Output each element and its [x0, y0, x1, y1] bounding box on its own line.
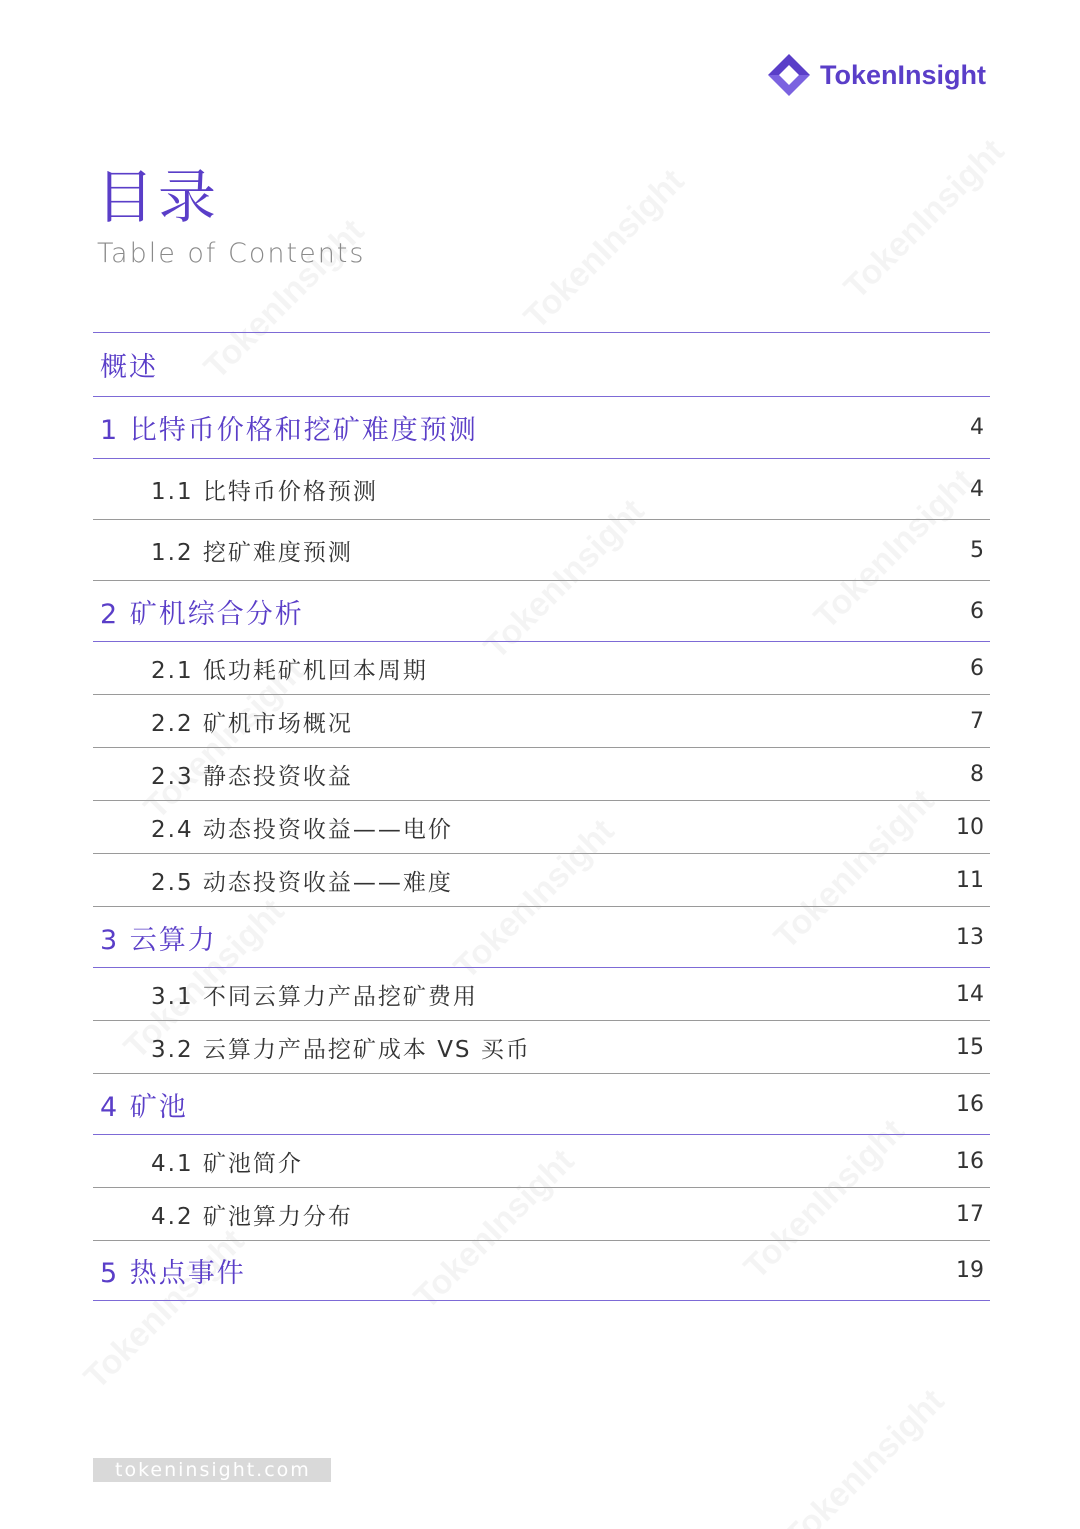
toc-entry-title: 3 云算力: [100, 924, 217, 956]
toc-chapter-row[interactable]: [93, 581, 990, 642]
toc-page-number: 16: [956, 1148, 984, 1174]
toc-section-row[interactable]: [93, 520, 990, 581]
brand-name: TokenInsight: [820, 59, 986, 90]
toc-page-number: 6: [970, 655, 984, 681]
toc-entry-title: 4.2 矿池算力分布: [151, 1203, 353, 1230]
table-of-contents: [93, 332, 990, 1301]
toc-entry-title: 概述: [100, 352, 158, 383]
toc-page-number: 11: [956, 867, 984, 893]
brand-logo[interactable]: [766, 52, 986, 98]
toc-entry-title: 2.1 低功耗矿机回本周期: [151, 657, 428, 684]
toc-entry-title: 1.1 比特币价格预测: [151, 478, 378, 505]
toc-chapter-row[interactable]: [93, 907, 990, 968]
toc-chapter-row[interactable]: [93, 397, 990, 459]
page-title: 目录: [96, 163, 221, 231]
toc-section-row[interactable]: [93, 459, 990, 520]
watermark: [517, 162, 692, 337]
toc-entry-title: 4.1 矿池简介: [151, 1150, 303, 1177]
toc-entry-title: 3.1 不同云算力产品挖矿费用: [151, 983, 478, 1010]
toc-section-row[interactable]: [93, 801, 990, 854]
toc-page-number: 6: [970, 598, 984, 624]
toc-page-number: 4: [970, 415, 984, 440]
toc-chapter-row[interactable]: [93, 1241, 990, 1301]
toc-page-number: 14: [956, 981, 984, 1007]
toc-page-number: 19: [956, 1258, 984, 1283]
toc-entry-title: 2.3 静态投资收益: [151, 763, 353, 790]
toc-entry-title: 2 矿机综合分析: [100, 598, 304, 630]
toc-section-row[interactable]: [93, 642, 990, 695]
toc-page-number: 15: [956, 1034, 984, 1060]
toc-page-number: 7: [970, 708, 984, 734]
toc-section-row[interactable]: [93, 695, 990, 748]
toc-entry-title: 1 比特币价格和挖矿难度预测: [100, 415, 478, 446]
toc-entry-title: 5 热点事件: [100, 1258, 246, 1289]
watermark: [777, 1382, 952, 1529]
toc-entry-title: 4 矿池: [100, 1091, 188, 1123]
toc-section-row[interactable]: [93, 748, 990, 801]
toc-chapter-row[interactable]: [93, 1074, 990, 1135]
toc-page-number: 17: [956, 1201, 984, 1227]
tokeninsight-logo-icon: [766, 52, 812, 98]
page-subtitle: Table of Contents: [97, 238, 366, 269]
toc-chapter-row[interactable]: [93, 333, 990, 397]
watermark: [837, 132, 1012, 307]
footer-url[interactable]: tokeninsight.com: [93, 1458, 331, 1482]
toc-entry-title: 3.2 云算力产品挖矿成本 VS 买币: [151, 1036, 531, 1063]
toc-page-number: 4: [970, 476, 984, 502]
toc-page-number: 5: [970, 537, 984, 563]
toc-section-row[interactable]: [93, 854, 990, 907]
toc-page-number: 16: [956, 1091, 984, 1117]
toc-page-number: 8: [970, 761, 984, 787]
toc-page-number: 10: [956, 814, 984, 840]
toc-entry-title: 1.2 挖矿难度预测: [151, 539, 353, 566]
toc-section-row[interactable]: [93, 1021, 990, 1074]
toc-entry-title: 2.2 矿机市场概况: [151, 710, 353, 737]
toc-section-row[interactable]: [93, 1188, 990, 1241]
toc-entry-title: 2.4 动态投资收益——电价: [151, 816, 453, 843]
toc-page-number: 13: [956, 924, 984, 950]
toc-section-row[interactable]: [93, 1135, 990, 1188]
toc-section-row[interactable]: [93, 968, 990, 1021]
toc-entry-title: 2.5 动态投资收益——难度: [151, 869, 453, 896]
